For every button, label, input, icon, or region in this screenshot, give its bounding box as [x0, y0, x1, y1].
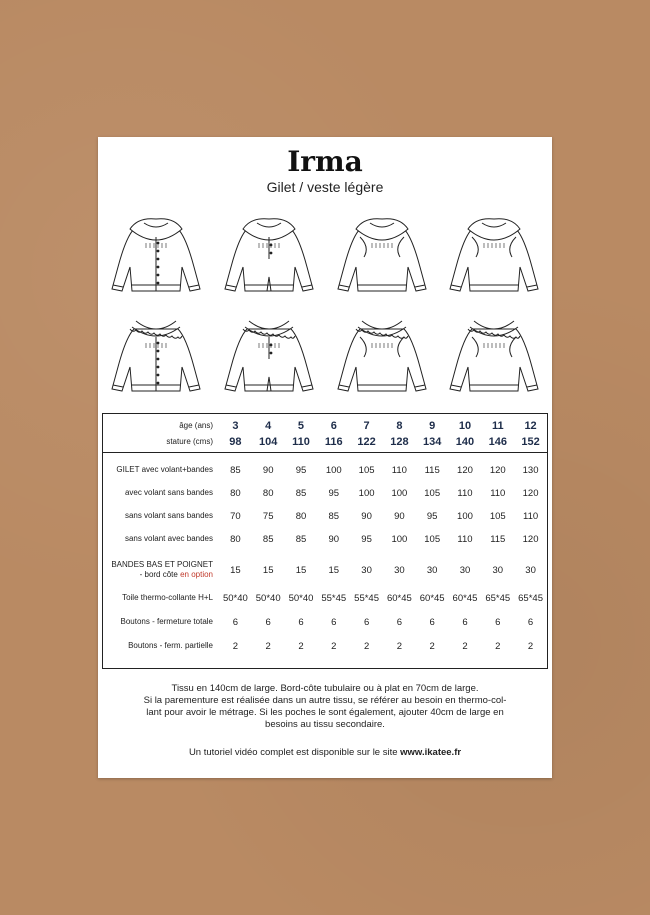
gilet-collar-plain-icon — [442, 207, 546, 302]
value-cell: 50*40 — [255, 592, 281, 604]
size-table — [102, 413, 548, 669]
value-cell: 6 — [232, 616, 239, 628]
table-row — [103, 614, 547, 630]
value-cell: 120 — [489, 464, 506, 476]
value-cell: 6 — [363, 616, 370, 628]
value-cell: 2 — [265, 640, 271, 652]
table-row — [103, 557, 547, 583]
value-cell: 90 — [262, 464, 274, 476]
value-cell: 2 — [331, 640, 337, 652]
tutorial-site-link[interactable]: www.ikatee.fr — [400, 747, 462, 758]
value-cell: 90 — [361, 510, 372, 522]
gilet-ruffle-partial-buttons-icon — [217, 307, 321, 402]
row-label: sans volant avec bandes — [124, 534, 213, 544]
note-line: Tissu en 140cm de large. Bord-côte tubulaire ou à plat en 70cm de large. — [171, 683, 479, 694]
value-cell: 105 — [489, 510, 506, 522]
value-cell: 55*45 — [321, 592, 347, 604]
pattern-card — [98, 137, 552, 778]
age-cell: 12 — [524, 420, 537, 432]
value-cell: 105 — [424, 533, 441, 545]
age-cell: 7 — [363, 420, 370, 432]
value-cell: 110 — [522, 510, 539, 522]
value-cell: 2 — [396, 640, 403, 652]
value-cell: 110 — [457, 533, 473, 545]
stature-label: stature (cms) — [166, 437, 213, 447]
value-cell: 15 — [295, 564, 307, 576]
value-cell: 70 — [230, 510, 241, 522]
value-cell: 6 — [495, 616, 501, 628]
value-cell: 6 — [462, 616, 468, 628]
age-cell: 9 — [429, 420, 436, 432]
stature-cell: 104 — [259, 436, 278, 448]
value-cell: 115 — [490, 533, 506, 545]
age-label: âge (ans) — [179, 421, 213, 431]
row-label — [103, 560, 219, 579]
table-row — [103, 462, 547, 478]
pattern-title: Irma — [287, 145, 363, 178]
age-cell: 11 — [491, 420, 504, 432]
value-cell: 105 — [358, 464, 375, 476]
value-cell: 95 — [328, 487, 340, 499]
value-cell: 6 — [396, 616, 403, 628]
row-label: sans volant sans bandes — [124, 511, 213, 521]
gilet-ruffle-plain-icon — [442, 307, 546, 402]
sketches-grid — [98, 207, 552, 407]
value-cell: 80 — [295, 510, 307, 522]
value-cell: 85 — [262, 533, 274, 545]
value-cell: 80 — [262, 487, 274, 499]
value-cell: 80 — [230, 487, 241, 499]
value-cell: 115 — [424, 464, 440, 476]
value-cell: 95 — [295, 464, 307, 476]
note-line: besoins au tissu secondaire. — [265, 719, 385, 730]
table-row — [103, 590, 547, 606]
value-cell: 120 — [522, 487, 539, 499]
value-cell: 2 — [462, 640, 468, 652]
stature-cell: 134 — [423, 436, 442, 448]
table-divider — [103, 452, 547, 453]
table-row — [103, 531, 547, 547]
age-cell: 4 — [265, 420, 272, 432]
row-label: Boutons - fermeture totale — [120, 617, 213, 627]
row-label-line: - bord côte en option — [139, 570, 213, 579]
fabric-notes — [118, 683, 532, 731]
gilet-ruffle-buttons-icon — [104, 307, 208, 402]
row-label: avec volant sans bandes — [124, 488, 213, 498]
value-cell: 2 — [298, 640, 304, 652]
value-cell: 30 — [426, 564, 438, 576]
value-cell: 6 — [265, 616, 271, 628]
value-cell: 100 — [457, 510, 473, 522]
stature-cell: 98 — [229, 436, 242, 448]
tutorial-note — [98, 747, 552, 758]
value-cell: 100 — [325, 464, 342, 476]
value-cell: 85 — [295, 533, 307, 545]
pattern-subtitle: Gilet / veste légère — [266, 179, 384, 195]
value-cell: 2 — [232, 640, 239, 652]
value-cell: 85 — [295, 487, 307, 499]
value-cell: 95 — [426, 510, 438, 522]
age-cell: 8 — [396, 420, 403, 432]
value-cell: 6 — [298, 616, 304, 628]
value-cell: 60*45 — [386, 592, 412, 604]
note-line: lant pour avoir le métrage. Si les poches le sont également, ajouter 40cm de large en — [146, 707, 504, 718]
table-row — [103, 485, 547, 501]
value-cell: 50*40 — [288, 592, 314, 604]
stature-cell: 116 — [324, 436, 343, 448]
age-cell: 6 — [330, 420, 337, 432]
option-note: en option — [180, 570, 213, 579]
value-cell: 110 — [391, 464, 407, 476]
row-label-line: BANDES BAS ET POIGNET — [111, 560, 213, 570]
value-cell: 30 — [459, 564, 471, 576]
value-cell: 80 — [230, 533, 241, 545]
value-cell: 30 — [394, 564, 405, 576]
table-row — [103, 638, 547, 654]
age-cell: 5 — [297, 420, 305, 432]
value-cell: 85 — [230, 464, 241, 476]
stature-cell: 152 — [521, 436, 540, 448]
stature-cell: 128 — [390, 436, 409, 448]
stature-cell: 146 — [488, 436, 507, 448]
value-cell: 55*45 — [354, 592, 379, 604]
value-cell: 90 — [328, 533, 340, 545]
stature-cell: 110 — [292, 436, 310, 448]
note-line: Si la parementure est réalisée dans un autre tissu, se référer au besoin en thermo-col- — [143, 695, 507, 706]
value-cell: 60*45 — [419, 592, 445, 604]
value-cell: 2 — [429, 640, 435, 652]
value-cell: 2 — [495, 640, 501, 652]
value-cell: 130 — [522, 464, 539, 476]
value-cell: 85 — [328, 510, 340, 522]
age-cell: 3 — [232, 420, 239, 432]
value-cell: 75 — [262, 510, 274, 522]
value-cell: 2 — [527, 640, 534, 652]
value-cell: 50*40 — [222, 592, 248, 604]
tutorial-text: Un tutoriel vidéo complet est disponible sur le site — [188, 747, 401, 758]
stature-row — [103, 435, 547, 449]
value-cell: 120 — [522, 533, 539, 545]
value-cell: 6 — [527, 616, 534, 628]
row-label: Boutons - ferm. partielle — [128, 641, 213, 651]
value-cell: 15 — [230, 564, 241, 576]
value-cell: 100 — [358, 487, 375, 499]
value-cell: 110 — [457, 487, 473, 499]
value-cell: 105 — [424, 487, 441, 499]
row-label: Toile thermo-collante H+L — [122, 593, 213, 603]
value-cell: 120 — [457, 464, 473, 476]
value-cell: 90 — [394, 510, 405, 522]
value-cell: 110 — [490, 487, 506, 499]
stature-cell: 122 — [357, 436, 376, 448]
value-cell: 15 — [328, 564, 340, 576]
age-cell: 10 — [458, 420, 472, 432]
age-row — [103, 419, 547, 433]
value-cell: 6 — [429, 616, 435, 628]
value-cell: 30 — [361, 564, 372, 576]
gilet-ruffle-band-icon — [330, 307, 434, 402]
value-cell: 2 — [363, 640, 370, 652]
value-cell: 60*45 — [452, 592, 478, 604]
row-label: GILET avec volant+bandes — [116, 465, 213, 475]
value-cell: 65*45 — [485, 592, 511, 604]
value-cell: 30 — [492, 564, 504, 576]
value-cell: 6 — [331, 616, 337, 628]
stature-cell: 140 — [455, 436, 475, 448]
value-cell: 100 — [391, 487, 408, 499]
value-cell: 95 — [361, 533, 372, 545]
value-cell: 30 — [525, 564, 536, 576]
value-cell: 100 — [391, 533, 408, 545]
gilet-collar-buttons-icon — [104, 207, 208, 302]
value-cell: 65*45 — [518, 592, 543, 604]
value-cell: 15 — [262, 564, 274, 576]
gilet-collar-band-icon — [330, 207, 434, 302]
table-row — [103, 508, 547, 524]
gilet-collar-partial-buttons-icon — [217, 207, 321, 302]
